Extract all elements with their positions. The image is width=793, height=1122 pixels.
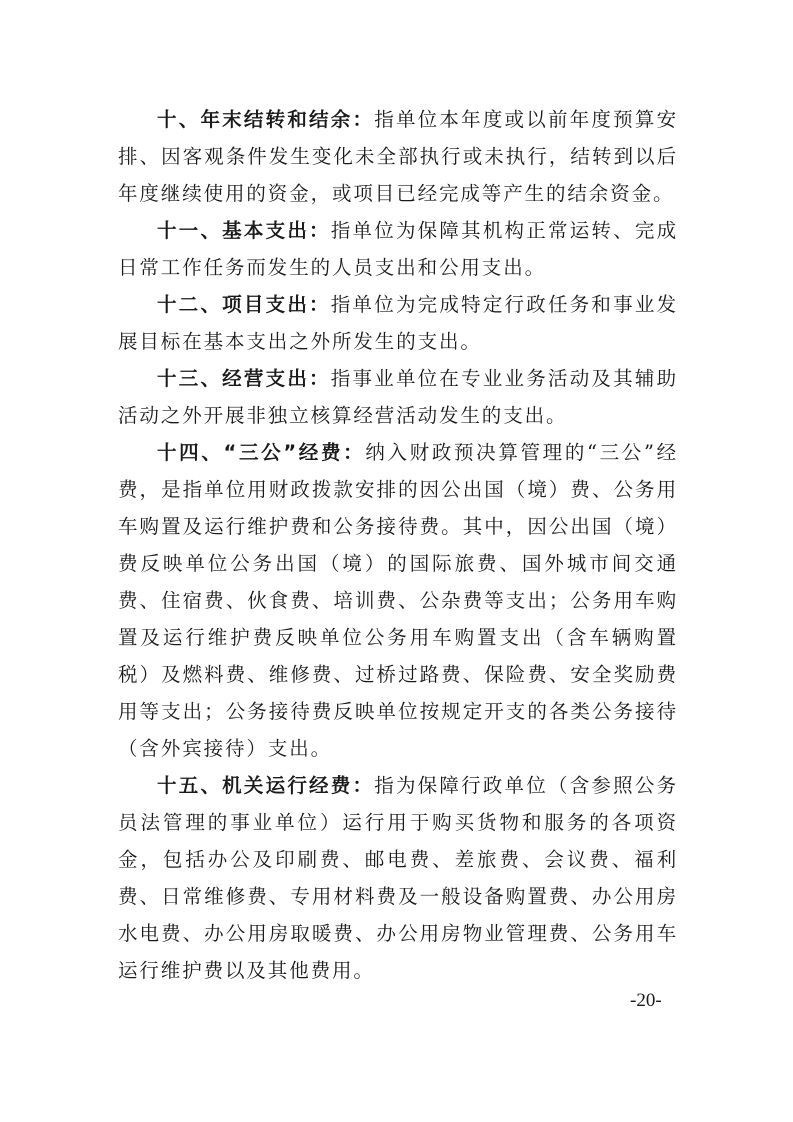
- term-heading: 十二、项目支出：: [157, 293, 331, 316]
- term-definition: 指单位本年度或以前年度预算安排、因客观条件发生变化未全部执行或未执行，结转到以后年度继续使用的资金，或项目已经完成等产生的结余资金。: [118, 108, 678, 205]
- term-definition: 纳入财政预决算管理的“三公”经费，是指单位用财政拨款安排的因公出国（境）费、公务用车购置及运行维护费和公务接待费。其中，因公出国（境）费反映单位公务出国（境）的国际旅费、国外城市间交通费、住宿费、伙食费、培训费、公杂费等支出；公务用车购置及运行维护费反映单位公务用车购置支出（含车辆购置税）及燃料费、维修费、过桥过路费、保险费、安全奖励费用等支出；公务接待费反映单位按规定开支的各类公务接待（含外宾接待）支出。: [118, 441, 678, 760]
- term-definition: 指单位为完成特定行政任务和事业发展目标在基本支出之外所发生的支出。: [118, 293, 679, 353]
- paragraph-agency-operating-funds: [118, 767, 678, 989]
- page-number: -20-: [630, 990, 662, 1011]
- paragraph-operating-expenditure: [118, 360, 678, 434]
- term-definition: 指单位为保障其机构正常运转、完成日常工作任务而发生的人员支出和公用支出。: [118, 219, 679, 279]
- paragraph-basic-expenditure: [118, 212, 678, 286]
- document-body: [118, 101, 678, 989]
- term-definition: 指为保障行政单位（含参照公务员法管理的事业单位）运行用于购买货物和服务的各项资金，包括办公及印刷费、邮电费、差旅费、会议费、福利费、日常维修费、专用材料费及一般设备购置费、办公用房水电费、办公用房取暖费、办公用房物业管理费、公务用车运行维护费以及其他费用。: [118, 774, 678, 982]
- term-definition: 指事业单位在专业业务活动及其辅助活动之外开展非独立核算经营活动发生的支出。: [118, 367, 679, 427]
- term-heading: 十、年末结转和结余：: [157, 108, 375, 131]
- term-heading: 十四、“三公”经费：: [157, 441, 366, 464]
- term-heading: 十一、基本支出：: [157, 219, 331, 242]
- paragraph-carryover-and-surplus: [118, 101, 678, 212]
- paragraph-project-expenditure: [118, 286, 678, 360]
- term-heading: 十三、经营支出：: [157, 367, 331, 390]
- term-heading: 十五、机关运行经费：: [157, 774, 375, 797]
- paragraph-three-public-expenses: [118, 434, 678, 767]
